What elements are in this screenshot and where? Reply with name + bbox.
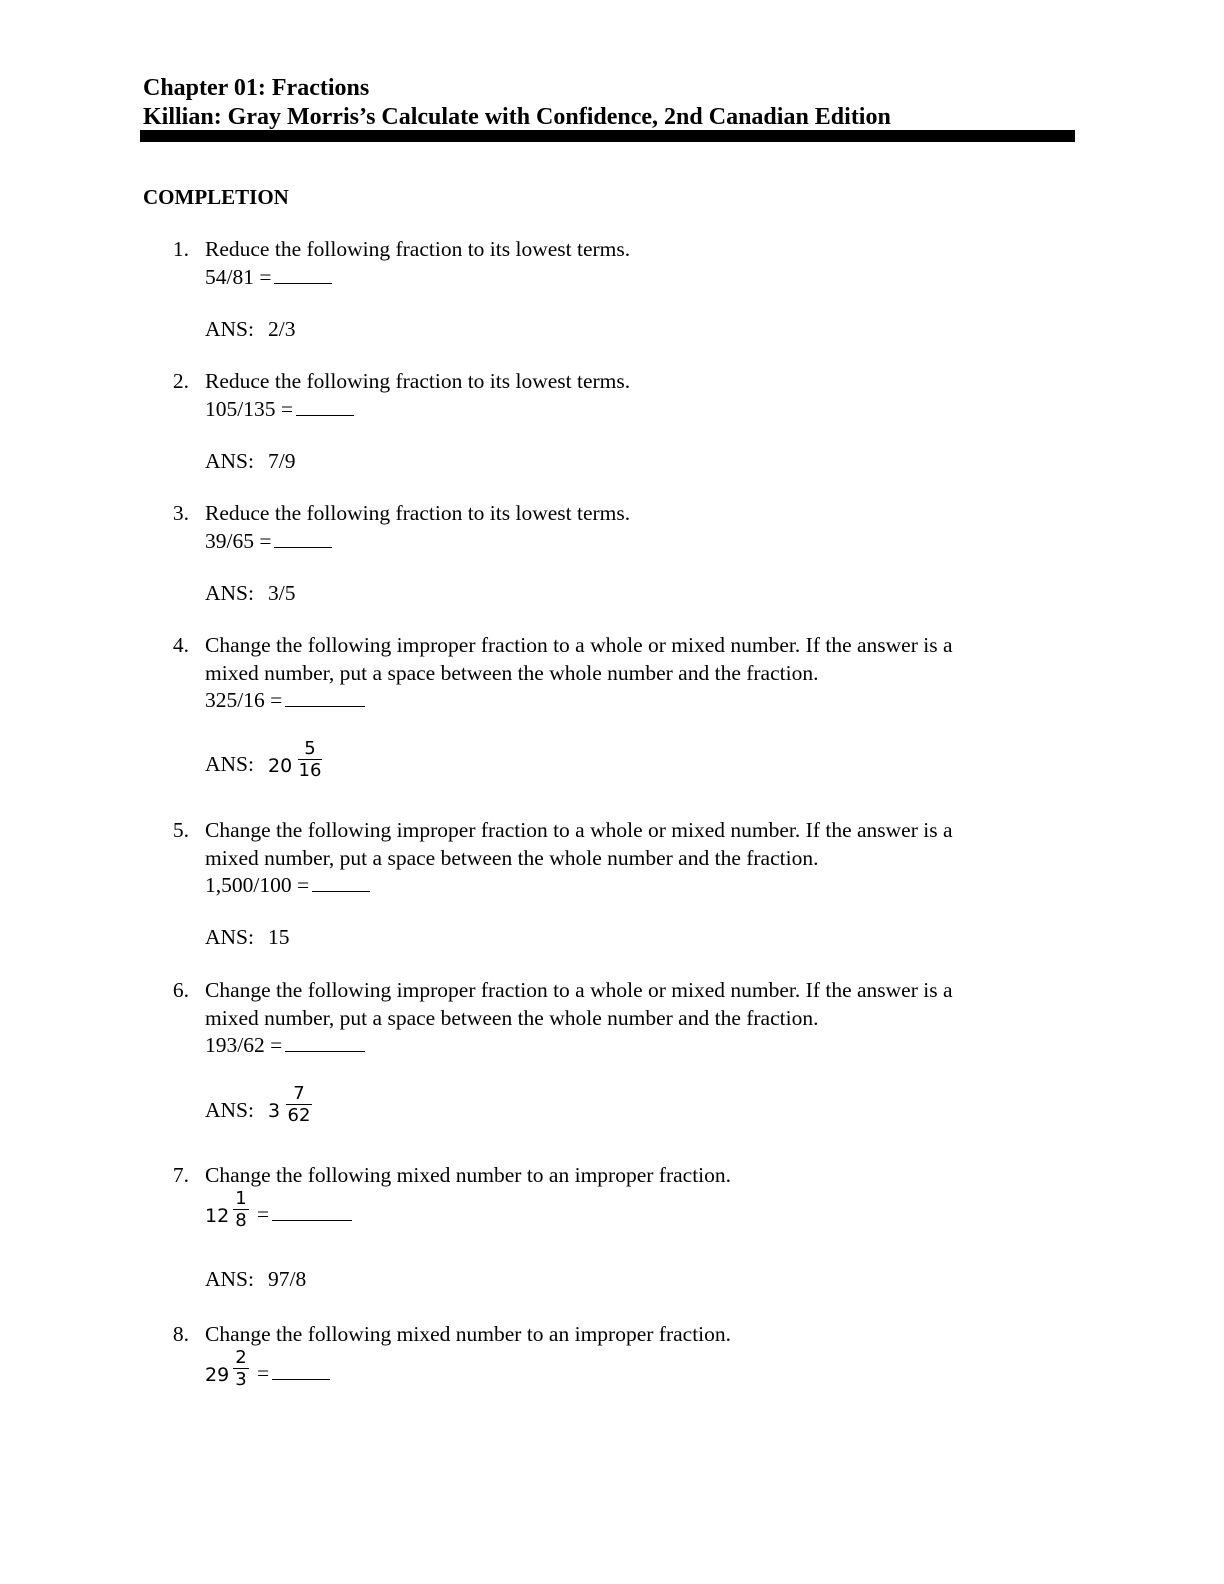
question-expression: 325/16 = [205,688,283,712]
answer-denominator: 62 [287,1105,311,1126]
question-prompt-line-1: Change the following improper fraction to a whole or mixed number. If the answer is a [205,978,953,1002]
answer-blank [274,528,332,548]
question-prompt: Change the following mixed number to an improper fraction. [205,1163,732,1187]
expression-whole: 29 [205,1364,230,1386]
question-prompt-line-2: mixed number, put a space between the whole number and the fraction. [205,845,819,870]
answer-line [205,448,295,476]
answer-blank [274,264,332,284]
answer-fraction [298,739,322,780]
question-prompt-line-1: Change the following improper fraction to a whole or mixed number. If the answer is a [205,633,953,657]
chapter-title: Chapter 01: Fractions [143,75,370,101]
answer-value: 3/5 [268,581,296,605]
answer-line [205,580,295,608]
header-rule [140,130,1075,142]
question-prompt: Reduce the following fraction to its lowest terms. [205,237,631,261]
question-expression: 39/65 = [205,528,272,553]
answer-line [205,316,295,344]
question-prompt: Change the following mixed number to an improper fraction. [205,1322,732,1346]
answer-line [205,1097,268,1125]
question-prompt: Reduce the following fraction to its lowest terms. [205,369,631,393]
question-prompt: Reduce the following fraction to its lowest terms. [205,501,631,525]
answer-line [205,1266,306,1294]
answer-value: 7/9 [268,449,296,473]
ans-label: ANS: [205,1098,254,1122]
answer-whole: 3 [268,1100,281,1122]
question-prompt-line-2: mixed number, put a space between the whole number and the fraction. [205,1005,819,1030]
answer-numerator: 5 [304,738,316,759]
expression-numerator: 2 [235,1347,247,1368]
expression-fraction [233,1189,249,1230]
question-number: 1. [172,237,189,261]
answer-whole: 20 [268,755,293,777]
answer-fraction [286,1084,312,1125]
ans-label: ANS: [205,925,254,949]
question-number: 4. [172,633,189,657]
ans-label: ANS: [205,1267,254,1291]
equals-sign-with-blank: = [257,1360,330,1388]
answer-denominator: 16 [298,760,322,781]
equals-sign-with-blank: = [257,1201,352,1229]
answer-blank [272,1360,330,1380]
answer-value: 97/8 [268,1267,307,1291]
ans-label: ANS: [205,752,254,776]
answer-blank [285,687,365,707]
ans-label: ANS: [205,581,254,605]
question-number: 6. [172,978,189,1002]
expression-whole: 12 [205,1205,230,1227]
answer-blank [285,1032,365,1052]
question-number: 7. [172,1163,189,1187]
question-prompt-line-1: Change the following improper fraction to a whole or mixed number. If the answer is a [205,818,953,842]
question-number: 8. [172,1322,189,1346]
expression-denominator: 3 [235,1369,247,1390]
question-expression: 1,500/100 = [205,873,310,897]
answer-blank [296,396,354,416]
answer-numerator: 7 [293,1083,305,1104]
answer-value: 15 [268,925,290,949]
question-prompt-line-2: mixed number, put a space between the whole number and the fraction. [205,660,819,685]
question-number: 2. [172,369,189,393]
question-expression: 193/62 = [205,1033,283,1057]
answer-blank [312,872,370,892]
answer-value: 2/3 [268,317,296,341]
answer-line [205,751,268,779]
expression-numerator: 1 [235,1188,247,1209]
question-expression: 54/81 = [205,264,272,289]
ans-label: ANS: [205,449,254,473]
ans-label: ANS: [205,317,254,341]
answer-line [205,924,290,952]
answer-blank [272,1201,352,1221]
book-title: Killian: Gray Morris’s Calculate with Confidence, 2nd Canadian Edition [143,104,891,130]
question-number: 5. [172,818,189,842]
section-heading: COMPLETION [143,185,289,209]
question-expression: 105/135 = [205,396,293,421]
expression-fraction [233,1348,249,1389]
question-number: 3. [172,501,189,525]
expression-denominator: 8 [235,1210,247,1231]
